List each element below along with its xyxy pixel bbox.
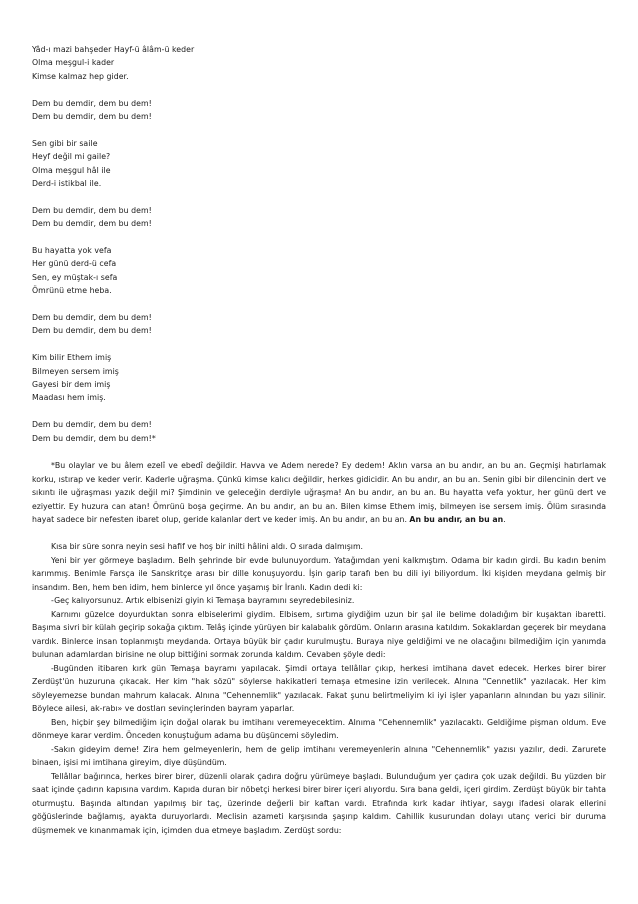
footnote-bold: An bu andır, an bu an xyxy=(409,515,504,525)
footnote-text: *Bu olaylar ve bu âlem ezelî ve ebedî değildir. Havva ve Adem nerede? Ey dedem! Aklın varsa an bu andır, an bu an. Geçmişi hatırlamak korku, ıstırap ve keder verir. Kaderle uğraşma. Çünkü kimse kalıcı değildir, herkes gidicidir. An bu andır, an bu an. Senin gibi bir dilencinin dert ve sıkıntı ile uğraşması yazık değil mi? Şimdinin ve geleceğin derdiyle uğraşma! An bu andır, an bu an. Bu hayatta vefa yoktur, her günü dert ve eziyettir. Ey huzura can atan! Ömrünü boşa geçirme. An bu andır, an bu an. Bilen kimse Ethem imiş, bilmeyen ise sersem imiş. Ölüm sırasında hayat sadece bir nefesten ibaret olup, geride kalanlar dert ve keder imiş. An bu andır, an bu an. xyxy=(32,461,606,525)
poem-line: Dem bu demdir, dem bu dem! xyxy=(32,313,152,323)
body-paragraph: -Bugünden itibaren kırk gün Temaşa bayramı yapılacak. Şimdi ortaya tellâllar çıkıp, herkesi imtihana davet edecek. Herkes birer birer Zerdüşt'ün huzuruna çıkacak. Her kim "hak sözü" söylerse hakikatleri temaşa etmesine izin verilecek. Alnına "Cennetlik" yazılacak. Her kim söyleyemezse bundan mahrum kalacak. Alnına "Cehennemlik" yazılacak. Fakat şunu belirtmeliyim ki iyi işler yapanların alnından bu yazı silinir. Böylece ailesi, ak-rabı» ve dostları sevinçlerinden bayram yaparlar. xyxy=(32,663,606,714)
poem-line: Dem bu demdir, dem bu dem! xyxy=(32,98,152,108)
footnote-paragraph xyxy=(32,459,606,527)
poem-line: Olma meşgul hâl ile xyxy=(32,165,111,175)
poem-line: Dem bu demdir, dem bu dem! xyxy=(32,420,152,430)
body-paragraph: Yeni bir yer görmeye başladım. Belh şehrinde bir evde bulunuyordum. Yatağımdan yeni kalkmıştım. Odama bir kadın girdi. Bu kadın benim karımmış. Benimle Farsça ile Sanskritçe arası bir dille konuşuyordu. İşin garip tarafı ben bu dili iyi biliyordum. İki kişiden meydana gelmiş bir insandım. Ben, hem ben idim, hem binlerce yıl önce yaşamış bir İranlı. Kadın dedi ki: xyxy=(32,555,606,592)
poem-refrain-3 xyxy=(32,311,606,338)
poem-refrain-2 xyxy=(32,204,606,231)
poem-line: Dem bu demdir, dem bu dem!* xyxy=(32,433,156,443)
poem xyxy=(32,43,606,445)
body-paragraph: Tellâllar bağırınca, herkes birer birer, düzenli olarak çadıra doğru yürümeye başladı. Bulunduğum yer çadıra çok uzak değildi. Bu yüzden bir saat içinde çadırın kapısına vardım. Kapıda duran bir nöbetçi herkesi birer birer içeri alıyordu. Sıra bana geldi, içeri girdim. Zerdüşt büyük bir tahta oturmuştu. Başında altından yapılmış bir taç, üzerinde değerli bir kaftan vardı. Etrafında kırk kadar ihtiyar, saygı ifadesi olarak ellerini göğüslerinde bağlamış, ayakta duruyorlardı. Meclisin azameti karşısında şaşırıp kaldım. Cahillik kusurundan dolayı utanç verici bir duruma düşmemek ve kınanmamak için, içimden dua etmeye başladım. Zerdüşt sordu: xyxy=(32,771,606,835)
poem-line: Dem bu demdir, dem bu dem! xyxy=(32,219,152,229)
poem-line: Sen gibi bir saile xyxy=(32,138,98,148)
body-paragraph: -Sakın gideyim deme! Zira hem gelmeyenlerin, hem de gelip imtihanı veremeyenlerin alnına "Cehennemlik" yazısı yazılır, dedi. Zarurete binaen, işisi mi imtihana gireyim, diye düşündüm. xyxy=(32,744,606,768)
poem-line: Derd-i istikbal ile. xyxy=(32,179,102,189)
poem-line: Bilmeyen sersem imiş xyxy=(32,366,119,376)
body-paragraph: Karnımı güzelce doyurduktan sonra elbiselerimi giydim. Elbisem, sırtıma giydiğim uzun bir şal ile belime doladığım bir kuşaktan ibaretti. Başıma sivri bir külah geçirip sokağa çıktım. Telâş içinde yürüyen bir kalabalık gördüm. Onların arasına katıldım. Sokaklardan geçerek bir meydana vardık. Binlerce insan toplanmıştı meydanda. Ortaya büyük bir çadır kurulmuştu. Buraya niye geldiğimi ve ne olacağını bilmediğim için yanımda bulunan adamlardan birisine ne olup bittiğini sormak zorunda kaldım. Cevaben şöyle dedi: xyxy=(32,609,606,660)
body-paragraph: Kısa bir süre sonra neyin sesi hafif ve hoş bir inilti hâlini aldı. O sırada dalmışım. xyxy=(51,542,364,552)
poem-line: Kim bilir Ethem imiş xyxy=(32,353,112,363)
poem-line: Kimse kalmaz hep gider. xyxy=(32,71,129,81)
poem-line: Yâd-ı mazi bahşeder Hayf-ü âlâm-ü keder xyxy=(32,45,195,54)
prose-body xyxy=(32,459,606,837)
poem-line: Ömrünü etme heba. xyxy=(32,286,112,296)
poem-line: Dem bu demdir, dem bu dem! xyxy=(32,112,152,122)
poem-line: Gayesi bir dem imiş xyxy=(32,380,111,390)
poem-stanza-1 xyxy=(32,43,606,83)
poem-line: Heyf değil mi gaile? xyxy=(32,152,111,162)
body-paragraph: -Geç kalıyorsunuz. Artık elbisenizi giyin ki Temaşa bayramını seyredebilesiniz. xyxy=(51,596,355,606)
poem-line: Maadası hem imiş. xyxy=(32,393,106,403)
poem-stanza-2 xyxy=(32,137,606,191)
poem-line: Sen, ey müştak-ı sefa xyxy=(32,272,118,282)
poem-line: Bu hayatta yok vefa xyxy=(32,246,112,256)
poem-line: Dem bu demdir, dem bu dem! xyxy=(32,326,152,336)
poem-line: Dem bu demdir, dem bu dem! xyxy=(32,205,152,215)
poem-refrain-1 xyxy=(32,97,606,124)
poem-refrain-4 xyxy=(32,418,606,445)
poem-stanza-3 xyxy=(32,244,606,298)
poem-line: Her günü derd-ü cefa xyxy=(32,259,117,269)
poem-line: Olma meşgul-i kader xyxy=(32,58,115,68)
footnote-end: . xyxy=(503,515,506,525)
poem-stanza-4 xyxy=(32,351,606,405)
body-paragraph: Ben, hiçbir şey bilmediğim için doğal olarak bu imtihanı veremeyecektim. Alnıma "Cehennemlik" yazılacaktı. Geldiğime pişman oldum. Eve dönmeye karar verdim. Önceden konuştuğum adama bu düşüncemi söyledim. xyxy=(32,717,606,741)
